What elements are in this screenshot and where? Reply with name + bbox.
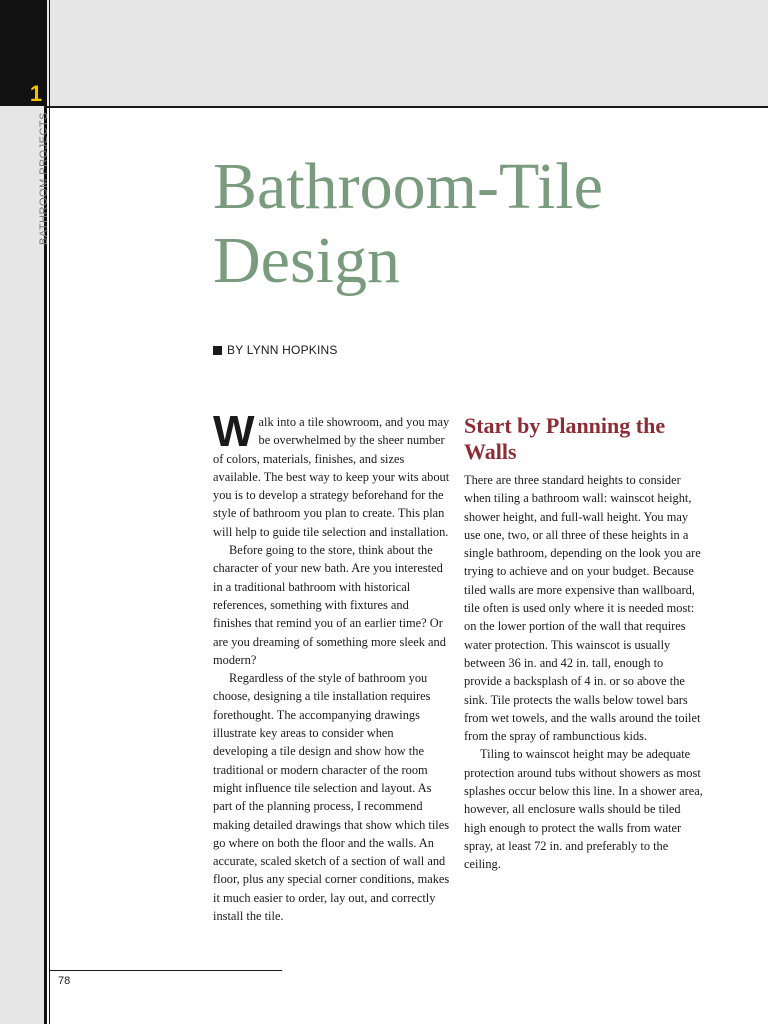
article-title <box>213 150 603 298</box>
paragraph: Tiling to wainscot height may be adequate protection around tubs without showers as most splashes occur below this line. In a shower area, however, all enclosure walls should be tiled high enough to protect the walls from water spray, at least 72 in. and preferably to the ceiling. <box>464 747 703 872</box>
chapter-number: 1 <box>29 81 43 106</box>
right-column <box>464 413 704 874</box>
square-bullet-icon <box>213 346 222 355</box>
drop-cap: W <box>213 407 255 456</box>
paragraph <box>213 407 450 541</box>
title-line-2: Design <box>213 224 400 297</box>
byline-text: BY LYNN HOPKINS <box>227 343 338 357</box>
section-heading: Start by Planning the Walls <box>464 413 666 464</box>
left-column <box>213 407 450 925</box>
byline <box>213 343 338 357</box>
page-number: 78 <box>58 975 71 987</box>
paragraph: Before going to the store, think about the character of your new bath. Are you interested in a traditional bathroom with historical references, something with fixtures and finishes that remind you of an earlier time? Or are you dreaming of something more sleek and modern? <box>213 543 446 667</box>
paragraph-text: alk into a tile showroom, and you may be overwhelmed by the sheer number of colors, materials, finishes, and sizes available. The best way to keep your wits about you is to develop a strategy beforehand for the style of bathroom you plan to create. This plan will help to guide tile selection and installation. <box>213 415 450 539</box>
paragraph: Regardless of the style of bathroom you choose, designing a tile installation requires forethought. The accompanying drawings illustrate key areas to consider when developing a tile design and show how the traditional or modern character of the room might influence tile selection and layout. As part of the planning process, I recommend making detailed drawings that show which tiles go where on both the floor and the walls. An accurate, scaled sketch of a section of wall and floor, plus any special corner conditions, makes it much easier to order, lay out, and correctly install the tile. <box>213 671 450 924</box>
title-line-1: Bathroom-Tile <box>213 150 603 223</box>
paragraph: There are three standard heights to consider when tiling a bathroom wall: wainscot height, shower height, and full-wall height. You may use one, two, or all three of these heights in a single bathroom, depending on the look you are trying to achieve and on your budget. Because tiled walls are more expensive than wallboard, tile often is used only where it is needed most: on the lower portion of the wall that requires water protection. This wainscot is usually between 36 in. and 42 in. tall, enough to provide a backsplash of 4 in. or so above the sink. Tile protects the walls below towel bars from wet towels, and the walls around the toilet from the spray of rambunctious kids. <box>464 473 701 744</box>
header-rule <box>44 106 768 108</box>
footer-rule <box>50 970 282 971</box>
section-label: BATHROOM PROJECTS <box>38 112 50 245</box>
header-band <box>0 0 768 106</box>
